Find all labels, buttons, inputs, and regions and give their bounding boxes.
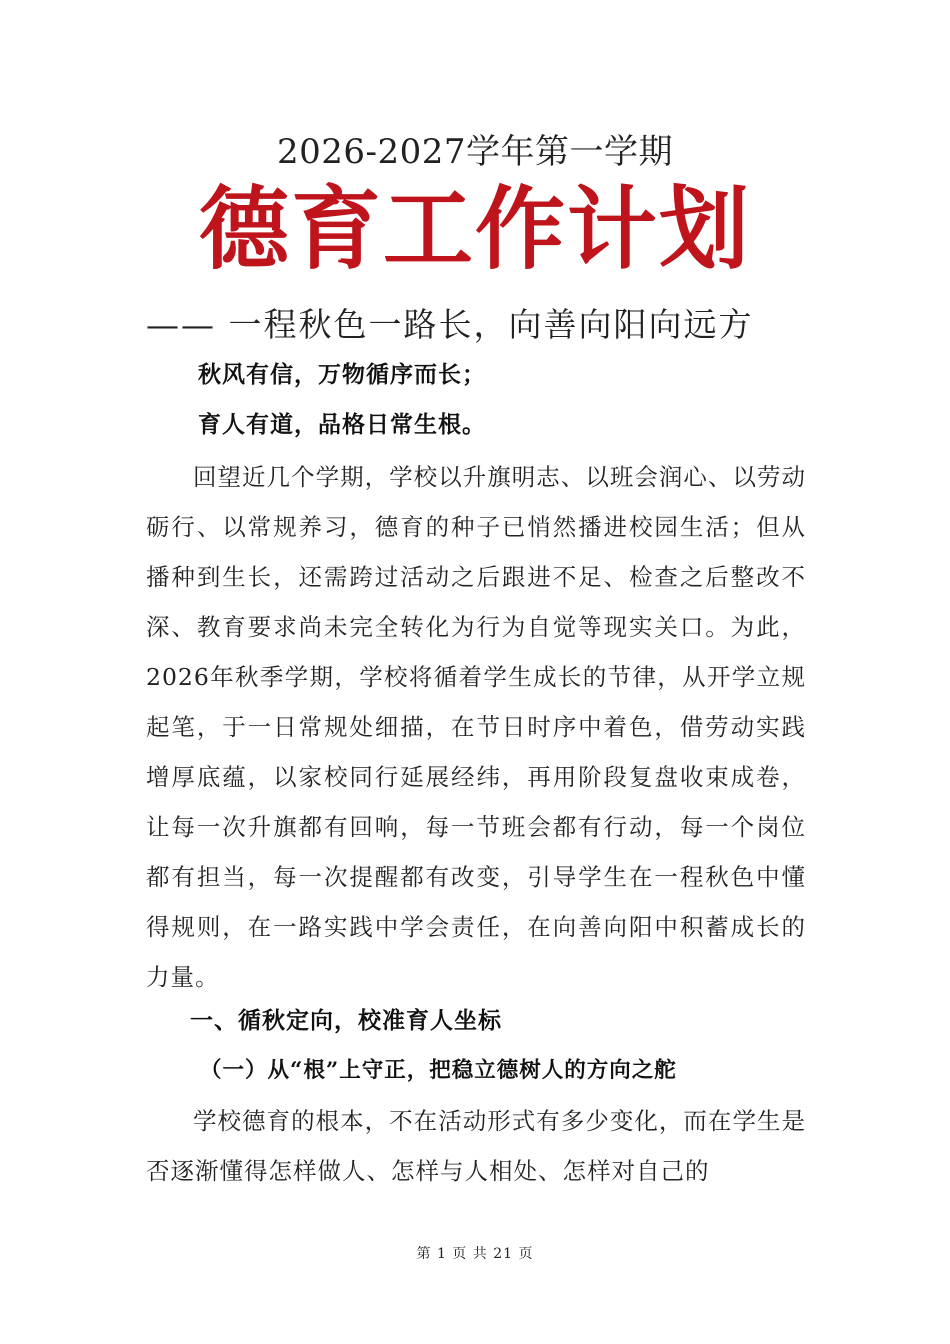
section-heading-1: 一、循秋定向，校准育人坐标 [190, 1008, 502, 1034]
verse-line-1: 秋风有信，万物循序而长； [198, 362, 486, 388]
subsection-heading-1: （一）从“根”上守正，把稳立德树人的方向之舵 [200, 1058, 677, 1083]
verse-line-2: 育人有道，品格日常生根。 [198, 412, 486, 438]
title-main: 德育工作计划 [199, 177, 751, 282]
body-paragraph-1: 回望近几个学期，学校以升旗明志、以班会润心、以劳动砺行、以常规养习，德育的种子已悄然播进校园生活；但从播种到生长，还需跨过活动之后跟进不足、检查之后整改不深、教育要求尚未完全转化为行为自觉等现实关口。为此，2026年秋季学期，学校将循着学生成长的节律，从开学立规起笔，于一日常规处细描，在节日时序中着色，借劳动实践增厚底蕴，以家校同行延展经纬，再用阶段复盘收束成卷，让每一次升旗都有回响，每一节班会都有行动，每一个岗位都有担当，每一次提醒都有改变，引导学生在一程秋色中懂得规则，在一路实践中学会责任，在向善向阳中积蓄成长的力量。 [146, 463, 806, 991]
title-year: 2026-2027学年第一学期 [276, 132, 674, 172]
subtitle: —— 一程秋色一路长，向善向阳向远方 [146, 305, 754, 344]
page-footer: 第 1 页 共 21 页 [416, 1246, 534, 1262]
body-paragraph-2: 学校德育的根本，不在活动形式有多少变化，而在学生是否逐渐懂得怎样做人、怎样与人相处、怎样对自己的 [146, 1107, 806, 1185]
